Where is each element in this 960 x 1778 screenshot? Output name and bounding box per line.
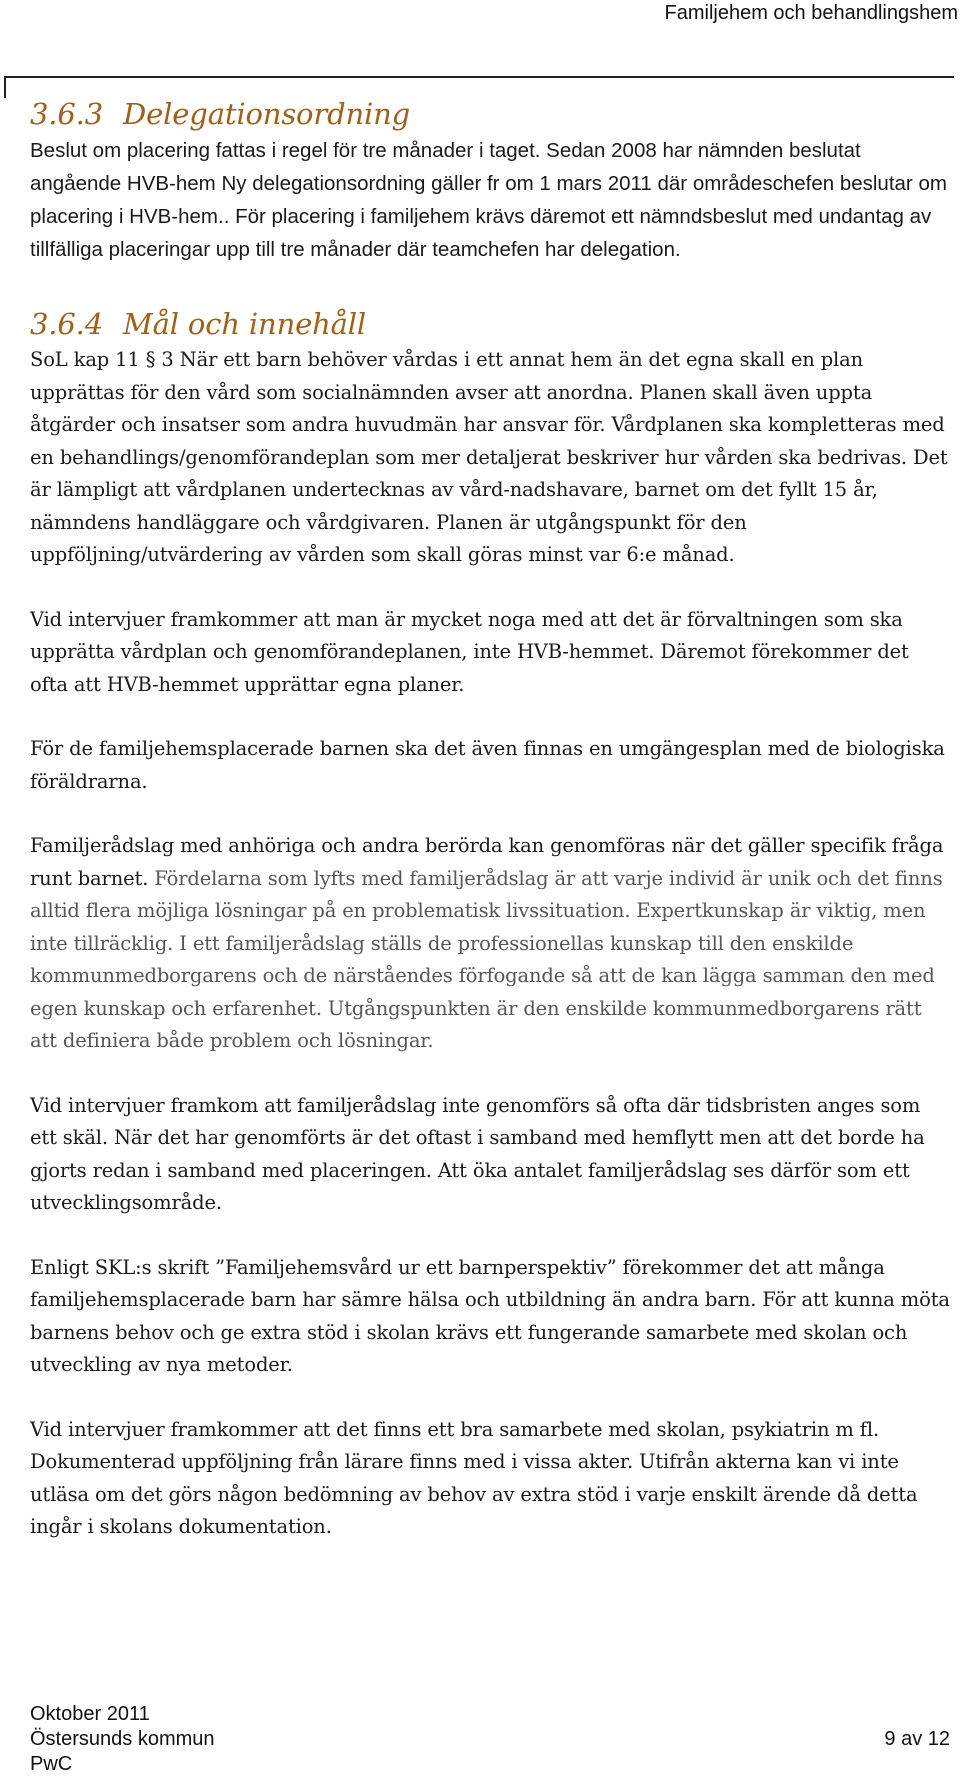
section-number: 3.6.3 [30,97,104,131]
paragraph: SoL kap 11 § 3 När ett barn behöver vårdas i ett annat hem än det egna skall en plan upprättas för den vård som socialnämnden avser att anordna. Planen skall även uppta åtgärder och insatser som andra huvudmän har ansvar för. Vårdplanen ska kompletteras med en behandlings/genomförandeplan som mer detaljerat beskriver hur vården ska bedrivas. Det är lämpligt att vårdplanen undertecknas av vård-nadshavare, barnet om det fyllt 15 år, nämndens handläggare och vårdgivaren. Planen är utgångspunkt för den uppföljning/utvärdering av vården som skall göras minst var 6:e månad. [30,348,948,566]
paragraph: Vid intervjuer framkommer att det finns ett bra samarbete med skolan, psykiatrin m fl. Dokumenterad uppföljning från lärare finns med i vissa akter. Utifrån akterna kan vi inte utläsa om det görs någon bedömning av behov av extra stöd i varje enskilt ärende då detta ingår i skolans dokumentation. [30,1417,918,1538]
page-number: 9 av 12 [884,1728,950,1750]
paragraph-text-gray: Fördelarna som lyfts med familjerådslag är att varje individ är unik och det finns alltid flera möjliga lösningar på en problematisk livssituation. Expertkunskap är viktig, men inte tillräcklig. I ett familjerådslag ställs de professionellas kunskap till den enskilde kommunmedborgarens och de närståendes förfogande så att de kan lägga samman den med egen kunskap och erfarenhet. Utgångspunkten är den enskilde kommunmedborgarens rätt att definiera både problem och lösningar. [30,866,943,1052]
header-rule [4,76,954,78]
section-heading-364 [30,306,950,342]
header-rule-corner [4,76,6,98]
paragraph: Vid intervjuer framkommer att man är mycket noga med att det är förvaltningen som ska upprätta vårdplan och genomförandeplanen, inte HVB-hemmet. Däremot förekommer det ofta att HVB-hemmet upprättar egna planer. [30,607,909,696]
paragraph: Beslut om placering fattas i regel för tre månader i taget. Sedan 2008 har nämnden beslutat angående HVB-hem Ny delegationsordning gäller fr om 1 mars 2011 där områdeschefen beslutar om placering i HVB-hem.. För placering i familjehem krävs däremot ett nämndsbeslut med undantag av tillfälliga placeringar upp till tre månader där teamchefen har delegation. [30,139,947,261]
paragraph-familjeradslag [30,830,950,1058]
document-body [30,96,950,1576]
footer-organization: Östersunds kommun [30,1728,215,1750]
section-title: Mål och innehåll [123,307,367,341]
paragraph: Enligt SKL:s skrift ”Familjehemsvård ur ett barnperspektiv” förekommer det att många familjehemsplacerade barn har sämre hälsa och utbildning än andra barn. För att kunna möta barnens behov och ge extra stöd i skolan krävs ett fungerande samarbete med skolan och utveckling av nya metoder. [30,1255,950,1376]
section-title: Delegationsordning [123,97,411,131]
page-header-title: Familjehem och behandlingshem [664,2,958,24]
section-heading-363 [30,96,950,132]
paragraph: För de familjehemsplacerade barnen ska det även finnas en umgängesplan med de biologiska föräldrarna. [30,737,945,793]
page-footer [30,1702,950,1777]
footer-company: PwC [30,1753,73,1775]
footer-date: Oktober 2011 [30,1703,150,1725]
section-number: 3.6.4 [30,307,104,341]
paragraph-text: Familjerådslag med anhöriga och andra berörda kan genomföras när det gäller specifik fråga runt barnet. [30,834,944,890]
paragraph: Vid intervjuer framkom att familjerådslag inte genomförs så ofta där tidsbristen anges som ett skäl. När det har genomförts är det oftast i samband med hemflytt men att det borde ha gjorts redan i samband med placeringen. Att öka antalet familjerådslag ses därför som ett utvecklingsområde. [30,1093,925,1214]
